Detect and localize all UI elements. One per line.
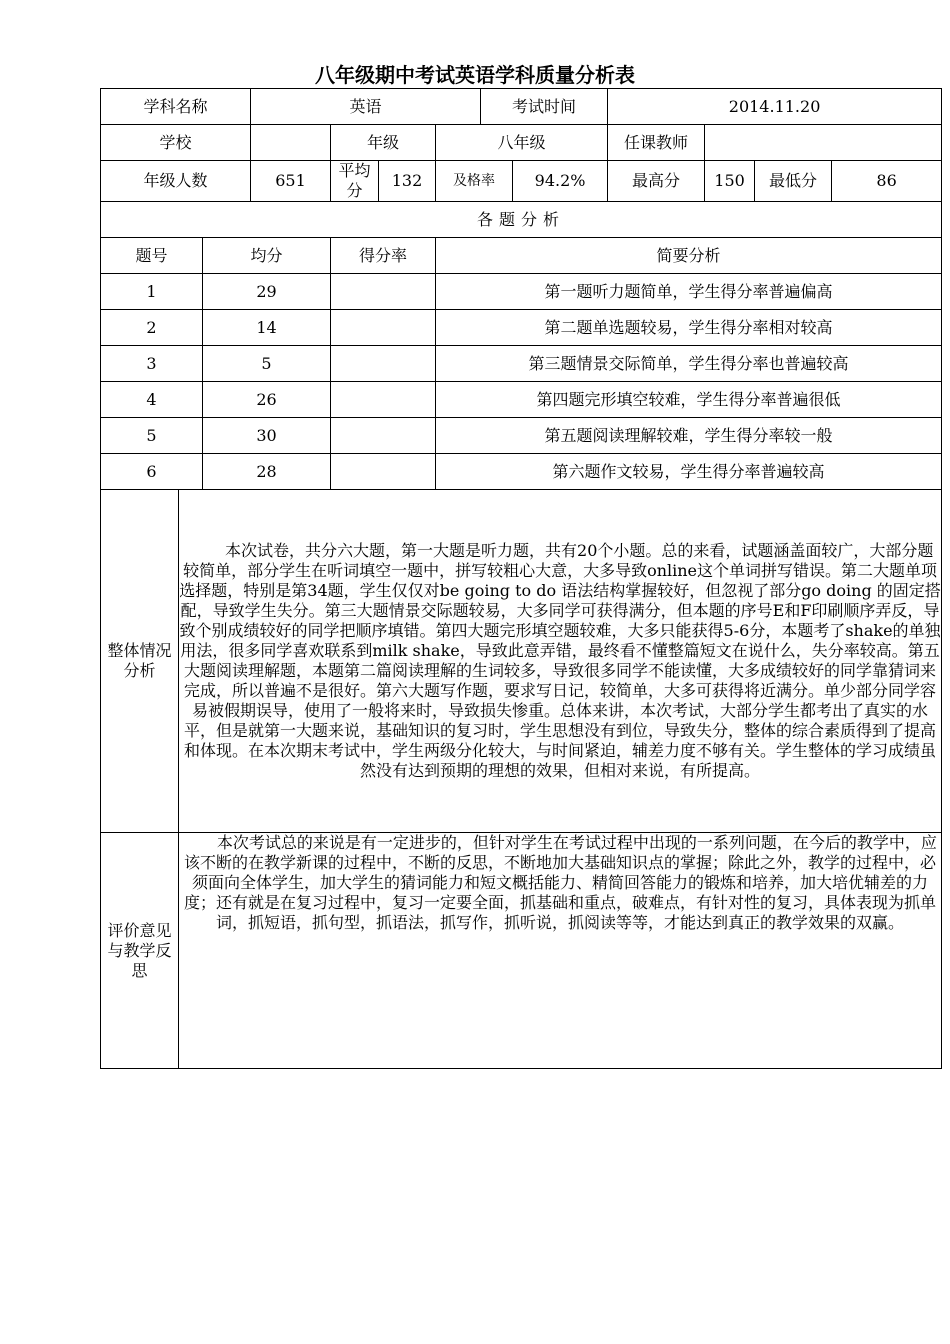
analysis-table: [100, 88, 942, 1069]
school-value: [251, 125, 331, 161]
grade-value: 八年级: [436, 125, 608, 161]
question-note: 第三题情景交际简单，学生得分率也普遍较高: [436, 346, 942, 382]
question-avg: 5: [203, 346, 331, 382]
question-rate: [331, 418, 436, 454]
count-value: 651: [251, 161, 331, 202]
table-row: [101, 382, 942, 418]
question-note: 第五题阅读理解较难，学生得分率较一般: [436, 418, 942, 454]
pass-label: 及格率: [436, 161, 513, 202]
question-header-row: [101, 238, 942, 274]
pass-value: 94.2%: [513, 161, 608, 202]
question-avg: 28: [203, 454, 331, 490]
question-rate: [331, 310, 436, 346]
section-header-row: [101, 202, 942, 238]
max-value: 150: [705, 161, 755, 202]
question-no: 4: [101, 382, 203, 418]
exam-time-label: 考试时间: [481, 89, 608, 125]
question-avg: 30: [203, 418, 331, 454]
reflection-row: [101, 833, 942, 1069]
question-avg: 14: [203, 310, 331, 346]
info-row-1: [101, 89, 942, 125]
question-note: 第四题完形填空较难，学生得分率普遍很低: [436, 382, 942, 418]
teacher-label: 任课教师: [608, 125, 705, 161]
question-rate: [331, 454, 436, 490]
subject-label: 学科名称: [101, 89, 251, 125]
question-avg: 29: [203, 274, 331, 310]
section-title: 各题分析: [101, 202, 942, 238]
count-label: 年级人数: [101, 161, 251, 202]
header-note: 简要分析: [436, 238, 942, 274]
grade-label: 年级: [331, 125, 436, 161]
question-rate: [331, 346, 436, 382]
question-no: 5: [101, 418, 203, 454]
table-row: [101, 418, 942, 454]
table-row: [101, 346, 942, 382]
overall-row: [101, 490, 942, 833]
school-label: 学校: [101, 125, 251, 161]
subject-value: 英语: [251, 89, 481, 125]
overall-label: 整体情况分析: [101, 490, 179, 833]
overall-text: 本次试卷，共分六大题，第一大题是听力题，共有20个小题。总的来看，试题涵盖面较广，大部分题较简单，部分学生在听词填空一题中，拼写较粗心大意，大多导致online这个单词拼写错误。第二大题单项选择题，特别是第34题，学生仅仅对be going to do 语法结构掌握较好，但忽视了部分go doing 的固定搭配，导致学生失分。第三大题情景交际题较易，大多同学可获得满分，但本题的序号E和F印刷顺序弄反，导致个别成绩较好的同学把顺序填错。第四大题完形填空题较难，大多只能获得5-6分，本题考了shake的单独用法，很多同学喜欢联系到milk shake，导致此意弄错，最终看不懂整篇短文在说什么，失分率较高。第五大题阅读理解题，本题第二篇阅读理解的生词较多，导致很多同学不能读懂，大多成绩较好的同学靠猜词来完成，所以普遍不是很好。第六大题写作题，要求写日记，较简单，大多可获得将近满分。单少部分同学容易被假期误导，使用了一般将来时，导致损失惨重。总体来讲，本次考试，大部分学生都考出了真实的水平，但是就第一大题来说，基础知识的复习时，学生思想没有到位，导致失分，整体的综合素质得到了提高和体现。在本次期末考试中，学生两级分化较大，与时间紧迫，辅差力度不够有关。学生整体的学习成绩虽然没有达到预期的理想的效果，但相对来说，有所提高。: [179, 490, 942, 833]
min-label: 最低分: [755, 161, 832, 202]
question-no: 1: [101, 274, 203, 310]
table-row: [101, 454, 942, 490]
min-value: 86: [832, 161, 942, 202]
table-row: [101, 274, 942, 310]
info-row-3: [101, 161, 942, 202]
header-no: 题号: [101, 238, 203, 274]
table-row: [101, 310, 942, 346]
question-rate: [331, 274, 436, 310]
question-no: 3: [101, 346, 203, 382]
question-note: 第二题单选题较易，学生得分率相对较高: [436, 310, 942, 346]
question-note: 第一题听力题简单，学生得分率普遍偏高: [436, 274, 942, 310]
avg-label: 平均分: [331, 161, 379, 202]
question-no: 2: [101, 310, 203, 346]
question-avg: 26: [203, 382, 331, 418]
reflection-label: 评价意见与教学反思: [101, 833, 179, 1069]
question-no: 6: [101, 454, 203, 490]
question-note: 第六题作文较易，学生得分率普遍较高: [436, 454, 942, 490]
teacher-value: [705, 125, 942, 161]
header-rate: 得分率: [331, 238, 436, 274]
avg-value: 132: [379, 161, 436, 202]
max-label: 最高分: [608, 161, 705, 202]
question-rate: [331, 382, 436, 418]
info-row-2: [101, 125, 942, 161]
reflection-text: 本次考试总的来说是有一定进步的，但针对学生在考试过程中出现的一系列问题，在今后的教学中，应该不断的在教学新课的过程中，不断的反思，不断地加大基础知识点的掌握；除此之外，教学的过程中，必须面向全体学生，加大学生的猜词能力和短文概括能力、精简回答能力的锻炼和培养，加大培优辅差的力度；还有就是在复习过程中，复习一定要全面，抓基础和重点，破难点，有针对性的复习，具体表现为抓单词，抓短语，抓句型，抓语法，抓写作，抓听说，抓阅读等等，才能达到真正的教学效果的双赢。: [179, 833, 942, 1069]
page-title: 八年级期中考试英语学科质量分析表: [315, 63, 635, 87]
exam-time-value: 2014.11.20: [608, 89, 942, 125]
header-avg: 均分: [203, 238, 331, 274]
